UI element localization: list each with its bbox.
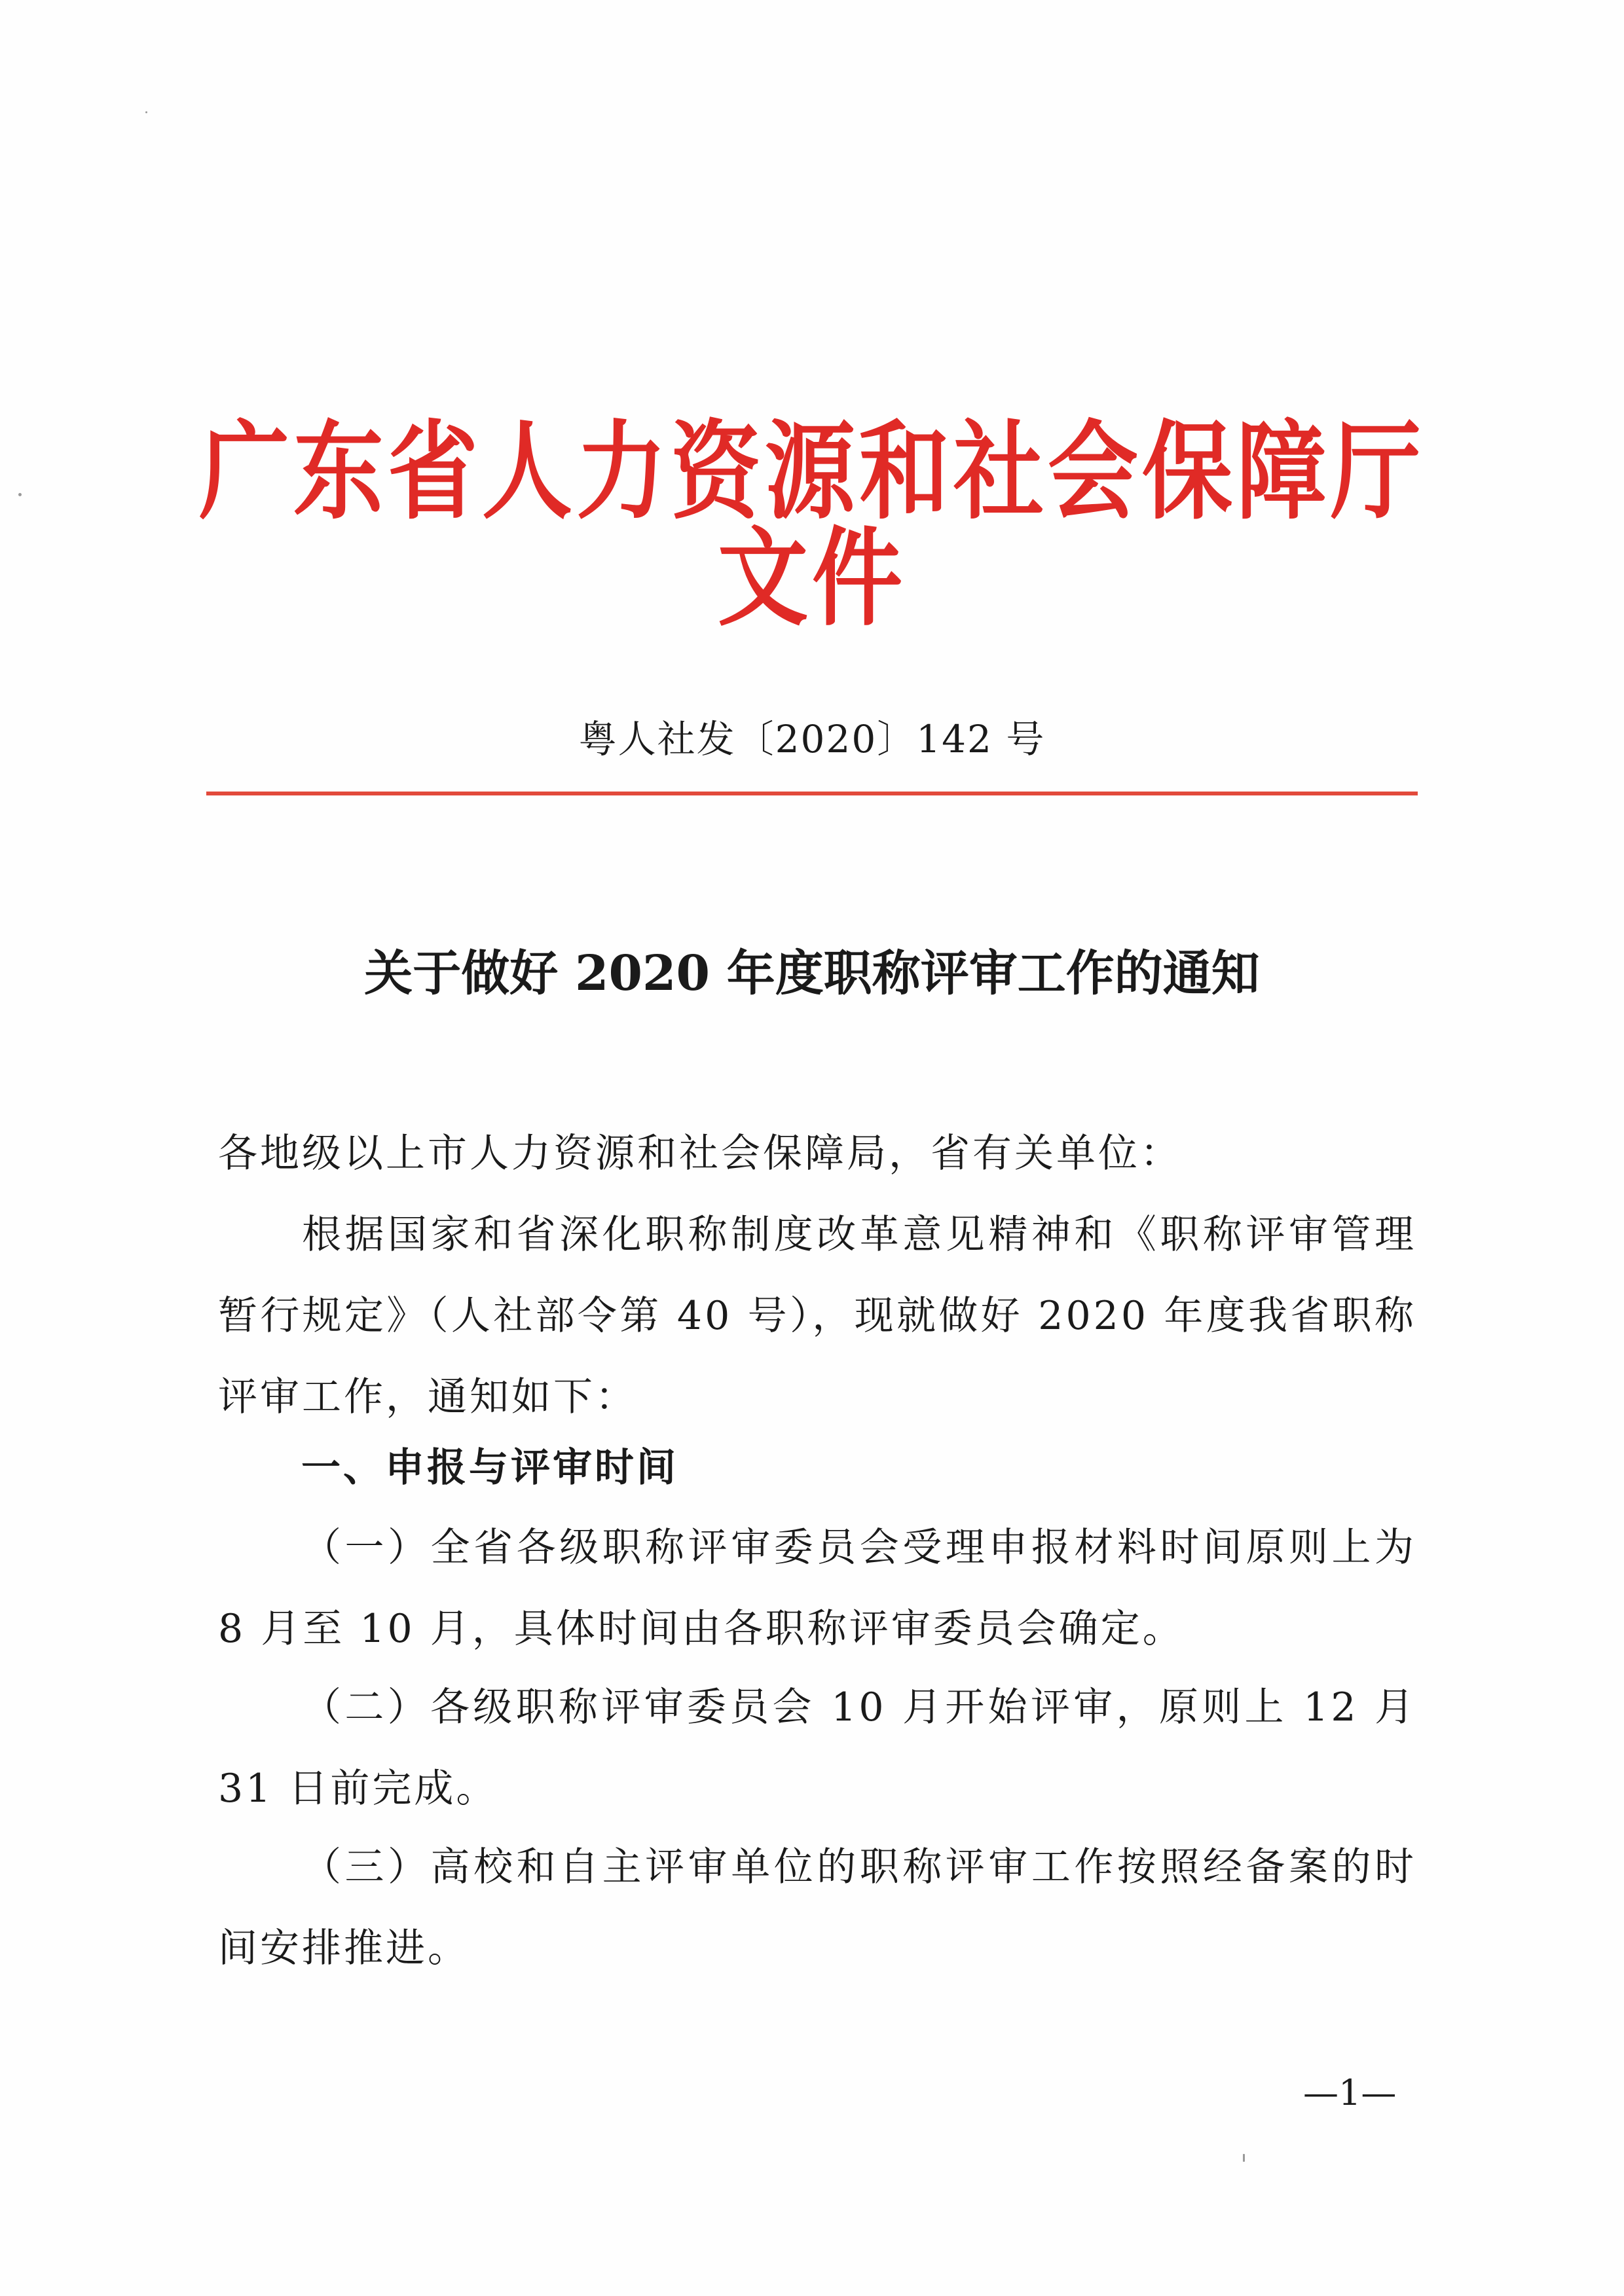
list-item: （二）各级职称评审委员会 10 月开始评审，原则上 12 月 31 日前完成。 [218,1685,1416,1812]
scan-speck [145,111,147,113]
scan-speck [18,493,22,496]
issuer-title: 广东省人力资源和社会保障厅文件 [198,409,1425,641]
list-item: （三）高校和自主评审单位的职称评审工作按照经备案的时间安排推进。 [218,1844,1416,1971]
document-number: 粤人社发〔2020〕142 号 [578,717,1046,761]
red-divider-line [206,792,1418,795]
list-item: （一）全省各级职称评审委员会受理申报材料时间原则上为 8 月至 10 月，具体时间由各职称评审委员会确定。 [218,1525,1416,1652]
scan-speck [1243,2154,1245,2162]
section-heading-1: 一、申报与评审时间 [301,1445,678,1491]
addressee-line: 各地级以上市人力资源和社会保障局，省有关单位： [218,1131,1182,1176]
page-number: —1— [1303,2072,1397,2113]
notice-title: 关于做好 2020 年度职称评审工作的通知 [364,945,1260,1002]
intro-paragraph: 根据国家和省深化职称制度改革意见精神和《职称评审管理暂行规定》（人社部令第 40 号），现就做好 2020 年度我省职称评审工作，通知如下： [218,1212,1416,1420]
